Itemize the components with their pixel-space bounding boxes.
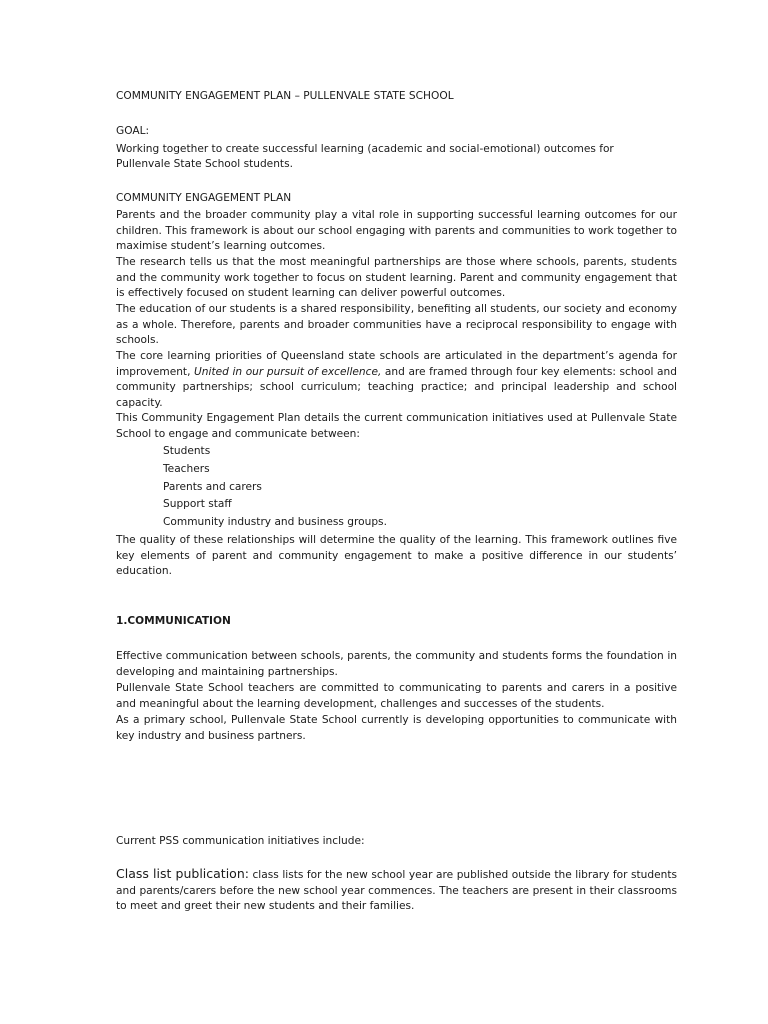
goal-label: GOAL: <box>116 125 150 137</box>
agenda-name: United in our pursuit of excellence, <box>194 365 382 378</box>
paragraph-shared-responsibility: The education of our students is a shared responsibility, benefiting all students, our society and economy as a whole. Therefore, parents and broader communities have a reciprocal responsibility to engage with schools. <box>116 303 677 346</box>
class-list-label: Class list publication: <box>116 866 249 881</box>
list-item-parents: Parents and carers <box>163 481 262 493</box>
plan-heading: COMMUNITY ENGAGEMENT PLAN <box>116 192 292 204</box>
paragraph-effective-communication: Effective communication between schools, parents, the community and students forms the foundation in developing and maintaining partnerships. <box>116 650 677 678</box>
class-list-text: class lists for the new school year are published outside the library for students and parents/carers before the new school year commences. The teachers are present in their classrooms to meet and greet their new students and their families. <box>116 869 677 912</box>
paragraph-quality: The quality of these relationships will determine the quality of the learning. This framework outlines five key elements of parent and community engagement to make a positive difference in our students’ education. <box>116 534 677 577</box>
document-title: COMMUNITY ENGAGEMENT PLAN – PULLENVALE STATE SCHOOL <box>116 90 454 102</box>
list-item-support-staff: Support staff <box>163 498 232 510</box>
paragraph-core-priorities-start: The core learning priorities of Queensland state schools are articulated in the department’s agenda for improvement, <box>116 350 677 378</box>
list-item-teachers: Teachers <box>163 463 210 475</box>
paragraph-plan-details: This Community Engagement Plan details the current communication initiatives used at Pullenvale State School to engage and communicate between: <box>116 412 677 440</box>
paragraph-core-priorities <box>116 349 677 411</box>
paragraph-partnership-role: Parents and the broader community play a vital role in supporting successful learning outcomes for our children. This framework is about our school engaging with parents and communities to work together to maximise student’s learning outcomes. <box>116 209 677 252</box>
list-item-students: Students <box>163 445 211 457</box>
initiatives-intro: Current PSS communication initiatives include: <box>116 835 365 847</box>
goal-line-2: Pullenvale State School students. <box>116 158 293 170</box>
section-communication-heading: 1.COMMUNICATION <box>116 615 231 627</box>
paragraph-class-list <box>116 866 677 915</box>
paragraph-research: The research tells us that the most meaningful partnerships are those where schools, parents, students and the community work together to focus on student learning. Parent and community engagement that is effectively focused on student learning can deliver powerful outcomes. <box>116 256 677 299</box>
goal-line-1: Working together to create successful learning (academic and social-emotional) outcomes for <box>116 143 614 155</box>
paragraph-teachers-committed: Pullenvale State School teachers are committed to communicating to parents and carers in a positive and meaningful about the learning development, challenges and successes of the students. <box>116 682 677 710</box>
paragraph-industry-partners: As a primary school, Pullenvale State School currently is developing opportunities to communicate with key industry and business partners. <box>116 714 677 742</box>
list-item-community-groups: Community industry and business groups. <box>163 516 387 528</box>
paragraph-core-priorities-end: and are framed through four key elements: school and community partnerships; school curriculum; teaching practice; and principal leadership and school capacity. <box>116 365 677 409</box>
